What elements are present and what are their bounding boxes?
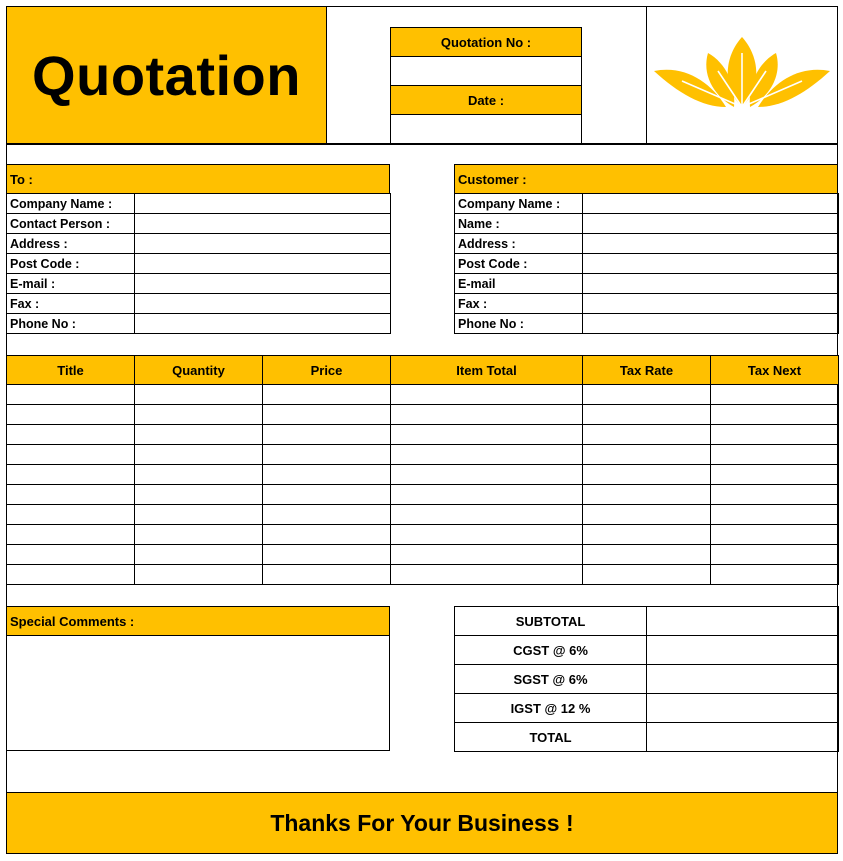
field-label: Fax :: [7, 294, 135, 314]
to-row: [7, 234, 391, 254]
customer-email-field[interactable]: [583, 274, 839, 294]
contact-person-field[interactable]: [135, 214, 391, 234]
customer-fields-table: [454, 193, 839, 334]
column-header-price: Price: [263, 356, 391, 385]
post-code-field[interactable]: [135, 254, 391, 274]
totals-row: [455, 665, 839, 694]
customer-heading: Customer :: [454, 164, 838, 194]
table-cell[interactable]: [263, 565, 391, 585]
table-row: [7, 445, 839, 465]
table-cell[interactable]: [135, 405, 263, 425]
table-cell[interactable]: [391, 405, 583, 425]
special-comments-label: Special Comments :: [6, 606, 390, 636]
total-label: TOTAL: [455, 723, 647, 752]
table-row: [7, 485, 839, 505]
table-cell[interactable]: [583, 565, 711, 585]
to-row: [7, 274, 391, 294]
table-cell[interactable]: [711, 545, 839, 565]
table-cell[interactable]: [391, 485, 583, 505]
table-cell[interactable]: [7, 425, 135, 445]
field-label: Company Name :: [7, 194, 135, 214]
table-row: [7, 525, 839, 545]
table-cell[interactable]: [583, 405, 711, 425]
subtotal-label: SUBTOTAL: [455, 607, 647, 636]
table-cell[interactable]: [583, 485, 711, 505]
table-cell[interactable]: [7, 405, 135, 425]
table-cell[interactable]: [135, 505, 263, 525]
customer-row: [455, 294, 839, 314]
table-cell[interactable]: [711, 445, 839, 465]
header-divider: [6, 143, 838, 145]
table-cell[interactable]: [7, 485, 135, 505]
field-label: Name :: [455, 214, 583, 234]
table-cell[interactable]: [711, 505, 839, 525]
customer-row: [455, 214, 839, 234]
column-header-tax-next: Tax Next: [711, 356, 839, 385]
table-cell[interactable]: [391, 445, 583, 465]
table-cell[interactable]: [391, 385, 583, 405]
table-row: [7, 405, 839, 425]
table-row: [7, 425, 839, 445]
table-cell[interactable]: [711, 525, 839, 545]
table-cell[interactable]: [583, 385, 711, 405]
field-label: Contact Person :: [7, 214, 135, 234]
to-row: [7, 294, 391, 314]
field-label: Phone No :: [455, 314, 583, 334]
column-header-tax-rate: Tax Rate: [583, 356, 711, 385]
cgst-label: CGST @ 6%: [455, 636, 647, 665]
table-cell[interactable]: [583, 425, 711, 445]
table-cell[interactable]: [263, 405, 391, 425]
table-row: [7, 385, 839, 405]
customer-row: [455, 254, 839, 274]
table-cell[interactable]: [7, 545, 135, 565]
totals-row: [455, 607, 839, 636]
totals-table: [454, 606, 839, 752]
to-row: [7, 194, 391, 214]
field-label: Fax :: [455, 294, 583, 314]
table-cell[interactable]: [583, 445, 711, 465]
total-value[interactable]: [647, 723, 839, 752]
subtotal-value[interactable]: [647, 607, 839, 636]
table-cell[interactable]: [711, 405, 839, 425]
field-label: Post Code :: [455, 254, 583, 274]
table-cell[interactable]: [263, 445, 391, 465]
table-cell[interactable]: [263, 505, 391, 525]
field-label: E-mail :: [7, 274, 135, 294]
table-cell[interactable]: [135, 425, 263, 445]
table-cell[interactable]: [583, 465, 711, 485]
table-cell[interactable]: [7, 445, 135, 465]
table-cell[interactable]: [391, 545, 583, 565]
items-table: [6, 355, 839, 585]
table-cell[interactable]: [711, 385, 839, 405]
totals-row: [455, 694, 839, 723]
customer-row: [455, 274, 839, 294]
table-cell[interactable]: [135, 445, 263, 465]
field-label: Address :: [455, 234, 583, 254]
totals-row: [455, 723, 839, 752]
sgst-label: SGST @ 6%: [455, 665, 647, 694]
customer-phone-field[interactable]: [583, 314, 839, 334]
to-fields-table: [6, 193, 391, 334]
table-cell[interactable]: [263, 465, 391, 485]
field-label: Post Code :: [7, 254, 135, 274]
table-cell[interactable]: [583, 505, 711, 525]
table-cell[interactable]: [135, 485, 263, 505]
igst-label: IGST @ 12 %: [455, 694, 647, 723]
leaf-logo-icon: [652, 35, 832, 115]
table-cell[interactable]: [7, 525, 135, 545]
column-header-title: Title: [7, 356, 135, 385]
customer-company-field[interactable]: [583, 194, 839, 214]
igst-value[interactable]: [647, 694, 839, 723]
customer-address-field[interactable]: [583, 234, 839, 254]
customer-row: [455, 314, 839, 334]
field-label: Phone No :: [7, 314, 135, 334]
column-header-quantity: Quantity: [135, 356, 263, 385]
table-cell[interactable]: [391, 465, 583, 485]
special-comments-field[interactable]: [6, 635, 390, 751]
table-cell[interactable]: [7, 465, 135, 485]
totals-row: [455, 636, 839, 665]
table-cell[interactable]: [7, 505, 135, 525]
table-cell[interactable]: [135, 545, 263, 565]
cgst-value[interactable]: [647, 636, 839, 665]
table-cell[interactable]: [135, 465, 263, 485]
field-label: Company Name :: [455, 194, 583, 214]
to-row: [7, 254, 391, 274]
footer-thanks-message: Thanks For Your Business !: [6, 792, 838, 854]
table-cell[interactable]: [711, 485, 839, 505]
table-cell[interactable]: [583, 525, 711, 545]
table-cell[interactable]: [711, 425, 839, 445]
table-cell[interactable]: [711, 565, 839, 585]
table-row: [7, 545, 839, 565]
table-row: [7, 465, 839, 485]
column-header-item-total: Item Total: [391, 356, 583, 385]
table-cell[interactable]: [391, 505, 583, 525]
logo-box: [646, 6, 838, 144]
table-cell[interactable]: [135, 385, 263, 405]
quotation-no-field[interactable]: [390, 56, 582, 86]
customer-post-code-field[interactable]: [583, 254, 839, 274]
table-cell[interactable]: [583, 545, 711, 565]
items-header-row: [7, 356, 839, 385]
customer-fax-field[interactable]: [583, 294, 839, 314]
table-row: [7, 565, 839, 585]
address-field[interactable]: [135, 234, 391, 254]
date-field[interactable]: [390, 114, 582, 144]
date-label: Date :: [390, 85, 582, 115]
field-label: E-mail: [455, 274, 583, 294]
customer-row: [455, 194, 839, 214]
to-heading: To :: [6, 164, 390, 194]
table-cell[interactable]: [391, 425, 583, 445]
sgst-value[interactable]: [647, 665, 839, 694]
table-cell[interactable]: [711, 465, 839, 485]
company-name-field[interactable]: [135, 194, 391, 214]
page-title: Quotation: [6, 6, 327, 144]
table-cell[interactable]: [7, 565, 135, 585]
table-cell[interactable]: [391, 565, 583, 585]
table-cell[interactable]: [135, 565, 263, 585]
to-row: [7, 314, 391, 334]
customer-row: [455, 234, 839, 254]
table-row: [7, 505, 839, 525]
email-field[interactable]: [135, 274, 391, 294]
table-cell[interactable]: [135, 525, 263, 545]
quotation-no-label: Quotation No :: [390, 27, 582, 57]
phone-field[interactable]: [135, 314, 391, 334]
field-label: Address :: [7, 234, 135, 254]
table-cell[interactable]: [263, 485, 391, 505]
table-cell[interactable]: [391, 525, 583, 545]
to-row: [7, 214, 391, 234]
table-cell[interactable]: [263, 425, 391, 445]
table-cell[interactable]: [263, 385, 391, 405]
customer-name-field[interactable]: [583, 214, 839, 234]
table-cell[interactable]: [7, 385, 135, 405]
table-cell[interactable]: [263, 545, 391, 565]
fax-field[interactable]: [135, 294, 391, 314]
table-cell[interactable]: [263, 525, 391, 545]
